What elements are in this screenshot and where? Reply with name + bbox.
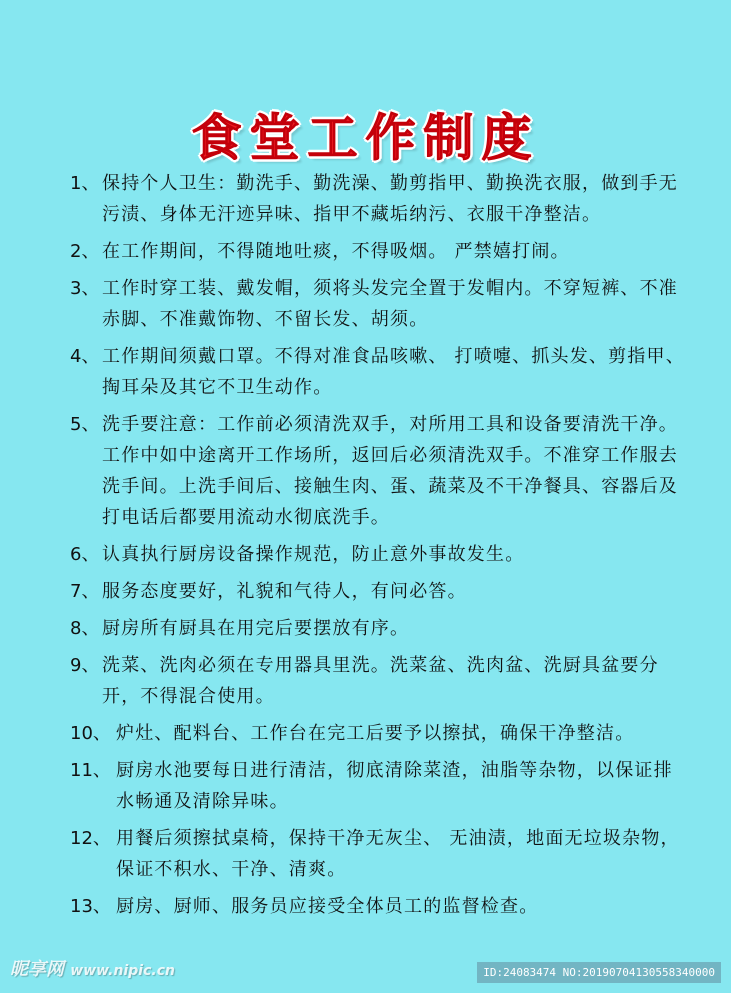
rule-text: 保持个人卫生：勤洗手、勤洗澡、勤剪指甲、勤换洗衣服，做到手无污渍、身体无汗迹异味、指甲不藏垢纳污、衣服干净整洁。 <box>102 173 678 225</box>
rule-text: 用餐后须擦拭桌椅，保持干净无灰尘、 无油渍，地面无垃圾杂物，保证不积水、干净、清爽。 <box>116 828 680 880</box>
rule-item <box>70 755 690 817</box>
rule-number: 10、 <box>70 723 111 744</box>
rule-text: 洗菜、洗肉必须在专用器具里洗。洗菜盆、洗肉盆、洗厨具盆要分开，不得混合使用。 <box>102 655 659 707</box>
rule-number: 3、 <box>70 278 100 299</box>
rule-text: 炉灶、配料台、工作台在完工后要予以擦拭，确保干净整洁。 <box>116 723 635 744</box>
rule-number: 13、 <box>70 896 111 917</box>
rule-text: 服务态度要好，礼貌和气待人，有问必答。 <box>102 581 467 602</box>
rule-item <box>70 891 690 922</box>
rule-number: 9、 <box>70 655 100 676</box>
rule-number: 6、 <box>70 544 100 565</box>
rule-item <box>70 823 690 885</box>
rule-text: 厨房、厨师、服务员应接受全体员工的监督检查。 <box>116 896 539 917</box>
rules-list <box>70 168 690 928</box>
rule-number: 7、 <box>70 581 100 602</box>
rule-text: 工作时穿工装、戴发帽，须将头发完全置于发帽内。不穿短裤、不准赤脚、不准戴饰物、不留长发、胡须。 <box>102 278 678 330</box>
rule-item <box>70 341 690 403</box>
watermark-brand: 昵享网 <box>10 959 64 980</box>
page-title: 食堂工作制度 <box>191 108 540 167</box>
rule-item <box>70 273 690 335</box>
rule-number: 8、 <box>70 618 100 639</box>
rule-item <box>70 718 690 749</box>
rule-number: 11、 <box>70 760 111 781</box>
rule-text: 在工作期间，不得随地吐痰，不得吸烟。 严禁嬉打闹。 <box>102 241 570 262</box>
rule-number: 2、 <box>70 241 100 262</box>
rule-item <box>70 613 690 644</box>
rule-number: 4、 <box>70 346 100 367</box>
watermark-logo <box>10 955 175 981</box>
rule-item <box>70 236 690 267</box>
rule-item <box>70 409 690 533</box>
rule-text: 厨房所有厨具在用完后要摆放有序。 <box>102 618 410 639</box>
rule-text: 认真执行厨房设备操作规范，防止意外事故发生。 <box>102 544 525 565</box>
watermark-id: ID:24083474 NO:20190704130558340000 <box>477 962 721 983</box>
rule-number: 12、 <box>70 828 111 849</box>
rule-text: 厨房水池要每日进行清洁，彻底清除菜渣，油脂等杂物，以保证排水畅通及清除异味。 <box>116 760 673 812</box>
rule-item <box>70 168 690 230</box>
rule-item <box>70 576 690 607</box>
rule-text: 工作期间须戴口罩。不得对准食品咳嗽、 打喷嚏、抓头发、剪指甲、掏耳朵及其它不卫生动作。 <box>102 346 685 398</box>
watermark-url: www.nipic.cn <box>70 963 175 979</box>
rule-number: 5、 <box>70 414 100 435</box>
rule-text: 洗手要注意：工作前必须清洗双手，对所用工具和设备要清洗干净。工作中如中途离开工作场所，返回后必须清洗双手。不准穿工作服去洗手间。上洗手间后、接触生肉、蛋、蔬菜及不干净餐具、容器后及打电话后都要用流动水彻底洗手。 <box>102 414 678 528</box>
rule-item <box>70 539 690 570</box>
rule-item <box>70 650 690 712</box>
rule-number: 1、 <box>70 173 100 194</box>
